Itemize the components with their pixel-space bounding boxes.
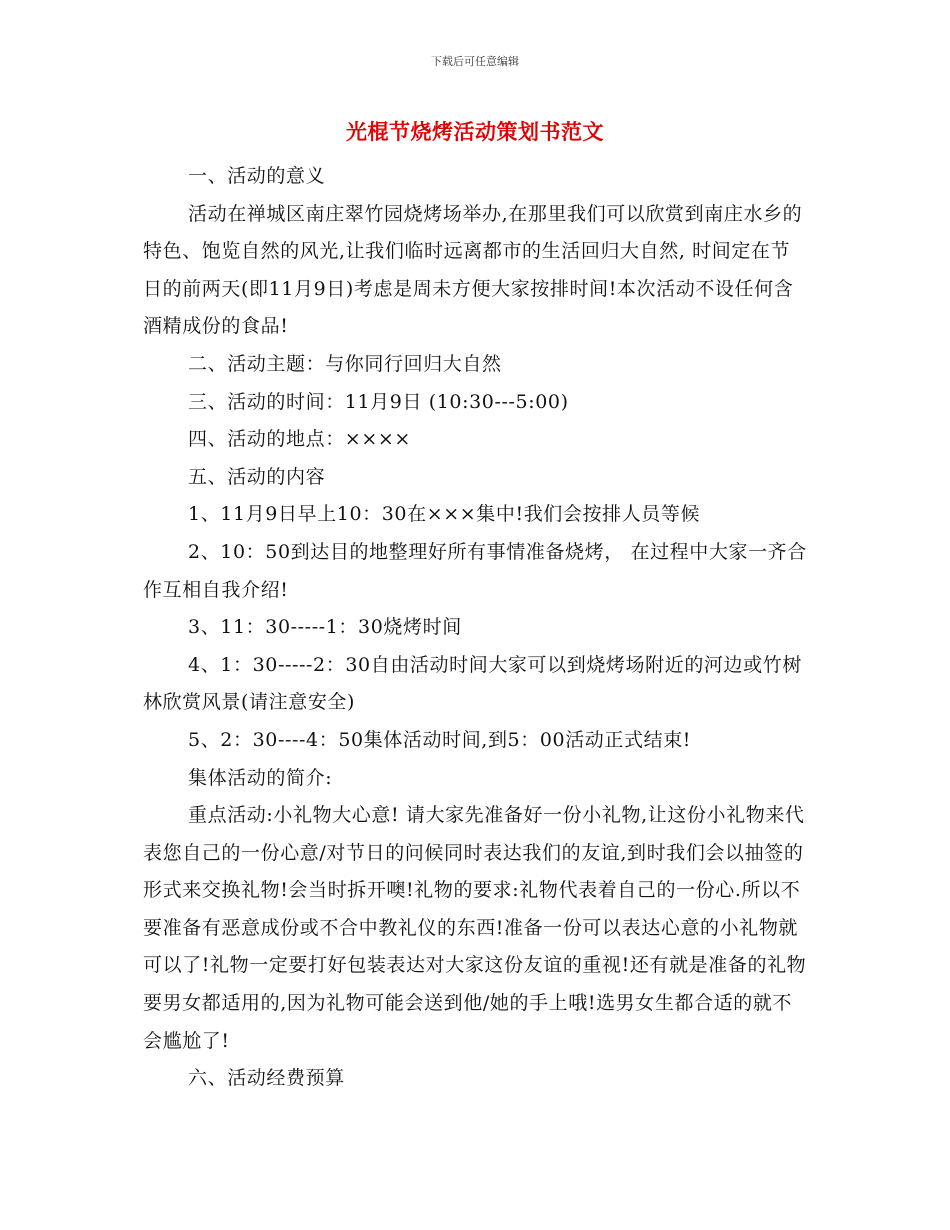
- section-heading-content: 五、活动的内容: [188, 465, 326, 488]
- schedule-item-5: 5、2：30----4：50集体活动时间,到5：00活动正式结束!: [188, 728, 692, 751]
- group-activity-heading: 集体活动的简介:: [188, 766, 333, 789]
- document-title: 光棍节烧烤活动策划书范文: [346, 120, 604, 144]
- section-heading-significance: 一、活动的意义: [188, 165, 326, 187]
- header-note: 下载后可任意编辑: [431, 55, 519, 68]
- schedule-item-4: 4、1：30-----2：30自由活动时间大家可以到烧烤场附近的河边或竹树林欣赏风景(请注意安全): [143, 653, 802, 714]
- paragraph-key-activity: 重点活动:小礼物大心意! 请大家先准备好一份小礼物,让这份小礼物来代表您自己的一份心意/对节日的问候同时表达我们的友谊,到时我们会以抽签的形式来交换礼物!会当时拆开噢!礼物的要求:礼物代表着自己的一份心.所以不要准备有恶意成份或不合中教礼仪的东西!准备一份可以表达心意的小礼物就可以了!礼物一定要打好包装表达对大家这份友谊的重视!还有就是准备的礼物要男女都适用的,因为礼物可能会送到他/她的手上哦!选男女生都合适的就不会尴尬了!: [143, 804, 807, 1052]
- document-body: [143, 158, 809, 1098]
- schedule-item-3: 3、11：30-----1：30烧烤时间: [188, 616, 462, 639]
- schedule-item-1: 1、11月9日早上10：30在×××集中!我们会按排人员等候: [188, 503, 701, 526]
- section-heading-budget: 六、活动经费预算: [188, 1067, 345, 1090]
- section-heading-time: 三、活动的时间：11月9日 (10:30---5:00): [188, 390, 569, 413]
- schedule-item-2: 2、10：50到达目的地整理好所有事情准备烧烤， 在过程中大家一齐合作互相自我介绍!: [143, 540, 807, 601]
- section-heading-location: 四、活动的地点：××××: [188, 428, 411, 451]
- section-heading-theme: 二、活动主题：与你同行回归大自然: [188, 352, 502, 375]
- paragraph-significance: 活动在禅城区南庄翠竹园烧烤场举办,在那里我们可以欣赏到南庄水乡的特色、饱览自然的风光,让我们临时远离都市的生活回归大自然, 时间定在节日的前两天(即11月9日)考虑是周未方便大家按排时间!本次活动不设任何含酒精成份的食品!: [143, 202, 803, 338]
